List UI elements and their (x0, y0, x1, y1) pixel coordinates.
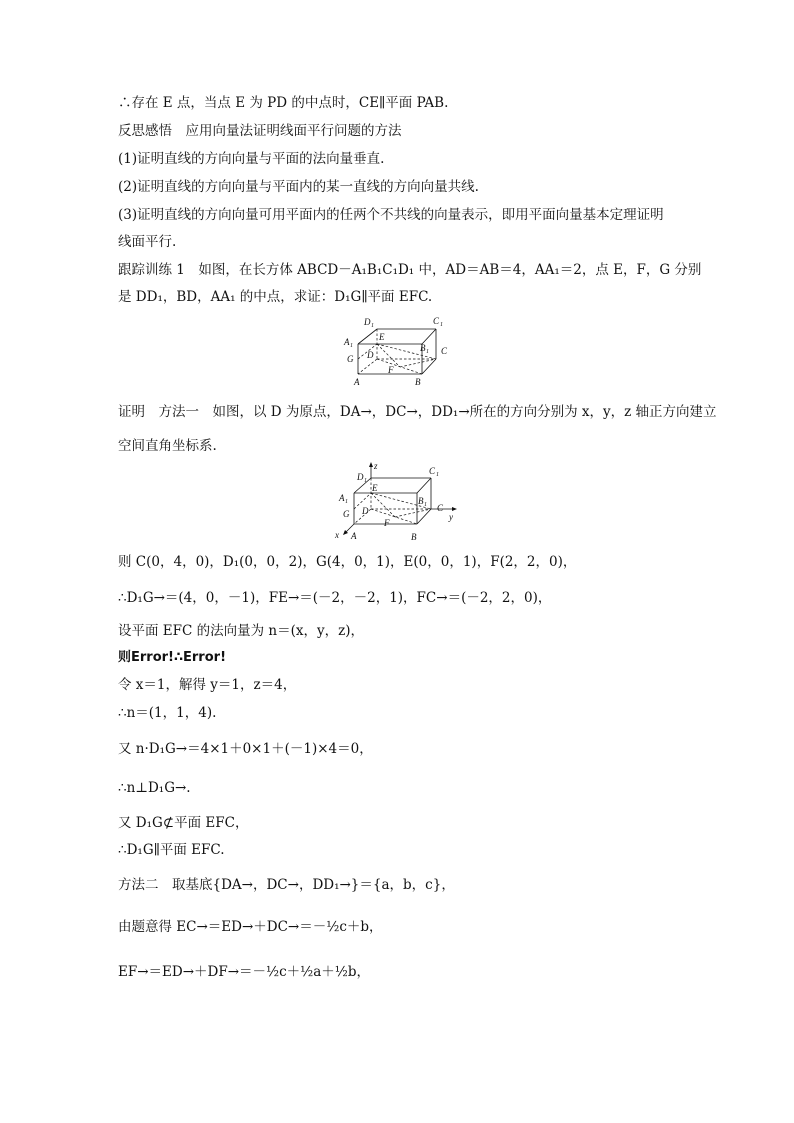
label-a1-sub: 1 (350, 343, 353, 349)
label-b1: B (420, 343, 426, 353)
label-a1: A (339, 493, 345, 503)
text-line-10: 空间直角坐标系. (118, 438, 217, 454)
label-c1-sub: 1 (436, 472, 439, 478)
label-a: A (351, 531, 357, 541)
text-line-6: 线面平行. (118, 234, 177, 250)
text-line-3: (1)证明直线的方向向量与平面的法向量垂直. (118, 151, 385, 167)
text-line-7: 跟踪训练 1 如图，在长方体 ABCD－A₁B₁C₁D₁ 中，AD＝AB＝4，AA₁＝2，点 E，F，G 分别 (118, 262, 702, 278)
text-line-16: ∴n＝(1，1，4). (118, 705, 217, 721)
text-line-4: (2)证明直线的方向向量与平面内的某一直线的方向向量共线. (118, 179, 479, 195)
text-line-11: 则 C(0，4，0)，D₁(0，0，2)，G(4，0，1)，E(0，0，1)，F(2，2，0)， (118, 554, 577, 570)
label-d: D (367, 350, 374, 360)
label-g: G (347, 354, 354, 364)
text-line-20: ∴D₁G∥平面 EFC. (118, 842, 225, 858)
label-a1-sub: 1 (345, 499, 348, 505)
label-a: A (354, 377, 360, 387)
label-x-axis: x (335, 530, 339, 540)
label-b1-sub: 1 (424, 502, 427, 508)
label-a1: A (344, 337, 350, 347)
label-f: F (388, 365, 394, 375)
text-line-15: 令 x＝1，解得 y＝1，z＝4， (118, 677, 297, 693)
label-c1: C (429, 466, 436, 476)
label-f: F (384, 518, 390, 528)
label-b1: B (418, 496, 424, 506)
label-d1-sub: 1 (371, 323, 374, 329)
label-d1: D (364, 317, 371, 327)
text-line-1: ∴存在 E 点，当点 E 为 PD 的中点时，CE∥平面 PAB. (118, 95, 449, 111)
text-line-18: ∴n⊥D₁G→. (118, 780, 191, 796)
label-c: C (437, 503, 444, 513)
text-line-8: 是 DD₁，BD，AA₁ 的中点，求证：D₁G∥平面 EFC. (118, 289, 433, 305)
text-line-23: EF→＝ED→＋DF→＝－½c＋½a＋½b， (118, 964, 371, 980)
label-c1: C (433, 316, 440, 326)
label-c1-sub: 1 (440, 322, 443, 328)
label-b: B (411, 532, 417, 542)
cuboid-figure-2 (333, 460, 463, 544)
label-g: G (343, 509, 350, 519)
text-line-21: 方法二 取基底{DA→，DC→，DD₁→}＝{a，b，c}， (118, 877, 455, 893)
text-line-13: 设平面 EFC 的法向量为 n＝(x，y，z)， (118, 623, 365, 639)
label-b: B (415, 377, 421, 387)
label-y-axis: y (449, 512, 453, 522)
label-e: E (379, 332, 385, 342)
label-b1-sub: 1 (426, 349, 429, 355)
label-z-axis: z (374, 461, 378, 471)
text-line-14: 则Error!∴Error! (118, 650, 226, 665)
cuboid-figure-1 (340, 312, 460, 390)
text-line-5: (3)证明直线的方向向量可用平面内的任两个不共线的向量表示，即用平面向量基本定理证明 (118, 207, 664, 223)
label-d: D (362, 506, 369, 516)
text-line-2: 反思感悟 应用向量法证明线面平行问题的方法 (118, 123, 402, 139)
label-e: E (372, 483, 378, 493)
text-line-19: 又 D₁G⊄平面 EFC， (118, 815, 249, 831)
text-line-9: 证明 方法一 如图，以 D 为原点，DA→，DC→，DD₁→所在的方向分别为 x，y，z 轴正方向建立 (118, 404, 717, 420)
text-line-12: ∴D₁G→＝(4，0，－1)，FE→＝(－2，－2，1)，FC→＝(－2，2，0)， (118, 590, 552, 606)
text-line-17: 又 n·D₁G→＝4×1＋0×1＋(－1)×4＝0， (118, 741, 373, 757)
label-d1-sub: 1 (364, 478, 367, 484)
label-d1: D (357, 472, 364, 482)
text-line-22: 由题意得 EC→＝ED→＋DC→＝－½c＋b， (118, 919, 383, 935)
label-c: C (441, 346, 448, 356)
